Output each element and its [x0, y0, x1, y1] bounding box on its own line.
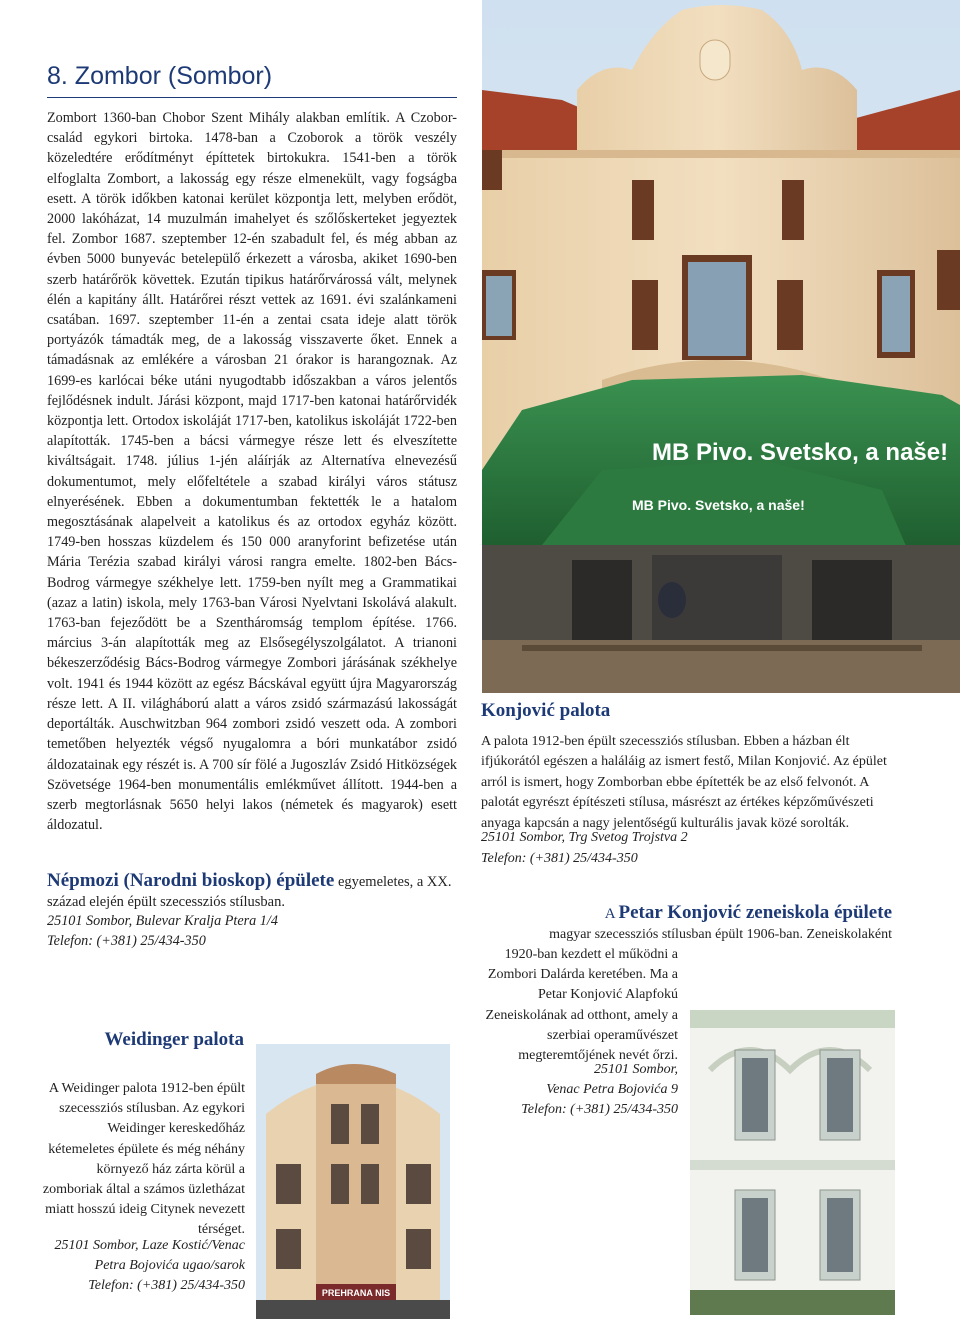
weidinger-phone: Telefon: (+381) 25/434-350 [88, 1278, 245, 1293]
konjovic-palace-photo [482, 0, 960, 693]
shop-sign: PREHRANA NIS [321, 1288, 391, 1298]
music-school-illustration [690, 1010, 895, 1315]
weidinger-contact [40, 1236, 245, 1296]
umbrella-slogan-large: MB Pivo. Svetsko, a naše! [652, 439, 949, 466]
petar-address-line-1: 25101 Sombor, [593, 1062, 678, 1077]
konjovic-title: Konjović palota [481, 700, 611, 721]
petar-phone: Telefon: (+381) 25/434-350 [521, 1102, 678, 1117]
nepmozi-description: egyemeletes, a XX. század elején épült szecessziós stílusban. [47, 874, 452, 910]
nepmozi-heading [47, 871, 467, 912]
konjovic-palace-illustration [482, 0, 960, 693]
petar-address-line-2: Venac Petra Bojovića 9 [546, 1082, 678, 1097]
weidinger-palace-illustration [256, 1044, 450, 1319]
konjovic-phone: Telefon: (+381) 25/434-350 [481, 850, 638, 866]
weidinger-palace-photo [256, 1044, 450, 1319]
intro-paragraph: Zombort 1360-ban Chobor Szent Mihály alakban említik. A Czobor-család egykori birtoka. 1478-ban a Czoborok a török veszély közeledtére erődítményt építtetek birtokukra. 1541-ben a török elfoglalta Zombort, a lakosság egy része elmenekült, vagy fogságba esett. A török időkben katonai kerület központja lett, melyben erődöt, 2000 lakóházat, 14 muzulmán imahelyet és szőlőskerteket jegyeztek fel. Zombor 1687. szeptember 12-én szabadult fel, és még abban az évben 5000 bunyevác betelepülő érkezett a városba, akiket 1690-ben szerb határőrök követtek. Ezután tipikus határőrvárossá vált, melynek élén a kapitány állt. Határőrei részt vettek az 1691. évi szalánkameni csatában. 1697. szeptember 11-én a zentai csata ideje alatt török portyázók támadták meg, de a lakosság visszaverte őket. Ennek a támadásnak az emlékére a városban 21 órakor is harangoznak. Az 1699-es karlócai béke utáni nyugodtabb időszakban a város jelentős fejlődésnek indult. Járási központ, majd 1717-ben katonai határőrvidék központja lett. Ortodox iskoláját 1717-ben, katolikus iskoláját 1722-ben alapították. 1745-ben a bácsi vármegye része lett és elveszítette kiváltságait. 1748. július 1-jén aláírják az Alternatíva elnevezésű dokumentumot, mely előfeltétele a szabad királyi város státusz elnyerésének. Ebben a dokumentumban fektették le a hatalom megosztásának alapelveit a katolikus és az ortodox egyház között. 1749-ben hosszas küzdelem és 150 000 aranyforint befizetése után Mária Terézia szabad királyi városi rangra emelte. 1802-ben Bács-Bodrog vármegye székhelye lett. 1759-ben nyílt meg a Grammatikai (azaz a latin) iskola, mely 1763-ban Városi Nyelvtani Iskolává alakult. 1763-ban fejeződött be a Szentháromság templom építése. 1766. március 3-án alapították meg az Elsősegélyszolgálatot. A trianoni békeszerződésig Bács-Bodrog vármegye Zombori járásának székhelye volt. 1941 és 1944 között az egész Bácskával együtt újra Magyarország része lett. A II. világháború alatt a város zsidó származású lakosságát deportálták. Auschwitzban 964 zombori zsidó veszett oda. A zombori temetőben helyezték végső nyugalomra a bóri munkatábor zsidó áldozatainak egy részét is. A 700 sír fölé a Jugoszláv Zsidó Hitközségek Szövetsége 1964-ben monumentális emlékművet állított. 1944-ben a szerb megtorlásnak 5650 helyi lakos (németek és magyarok) esett áldozatul. [47, 110, 457, 834]
page-title: 8. Zombor (Sombor) [47, 62, 273, 90]
petar-title: Petar Konjović zeneiskola épülete [618, 902, 892, 923]
weidinger-title: Weidinger palota [104, 1029, 244, 1050]
title-divider [47, 97, 457, 98]
weidinger-address: 25101 Sombor, Laze Kostić/Venac Petra Bojovića ugao/sarok [54, 1238, 245, 1273]
konjovic-description: A palota 1912-ben épült szecessziós stílusban. Ebben a házban élt ifjúkorától egészen a haláláig az ismert festő, Milan Konjović. Az épület arról is ismert, hogy Zomborban ebbe építették be az első felvonót. A palotát egyrészt építészeti stílusa, másrészt az értékes képzőművészeti anyaga kapcsán a nagy jelentőségű kulturális javak közé sorolták. [481, 734, 887, 831]
umbrella-slogan-small: MB Pivo. Svetsko, a naše! [632, 497, 805, 513]
music-school-photo [690, 1010, 895, 1315]
petar-title-prefix: A [604, 906, 619, 922]
petar-contact [470, 1060, 678, 1120]
nepmozi-phone: Telefon: (+381) 25/434-350 [47, 933, 206, 949]
nepmozi-title: Népmozi (Narodni bioskop) épülete [47, 870, 335, 891]
petar-description: 1920-ban kezdett el működni a Zombori Dalárda keretében. Ma a Petar Konjović Alapfokú Zeneiskolának ad otthont, amely a szerbiai operaművészet megteremtőjének nevét őrzi. [485, 947, 678, 1064]
petar-title-block [480, 902, 892, 924]
nepmozi-address: 25101 Sombor, Bulevar Kralja Ptera 1/4 [47, 913, 278, 929]
konjovic-contact [481, 828, 688, 869]
nepmozi-contact [47, 911, 278, 951]
petar-description-first-line: magyar szecessziós stílusban épült 1906-ban. Zeneiskolaként [549, 927, 892, 942]
konjovic-address: 25101 Sombor, Trg Svetog Trojstva 2 [481, 830, 688, 845]
weidinger-description: A Weidinger palota 1912-ben épült szecessziós stílusban. Az egykori Weidinger kereskedőház kétemeletes épülete és még néhány környező ház zárta körül a zomboriak által a számos üzletházat miatt hosszú ideig Citynek nevezett térséget. [42, 1081, 245, 1238]
